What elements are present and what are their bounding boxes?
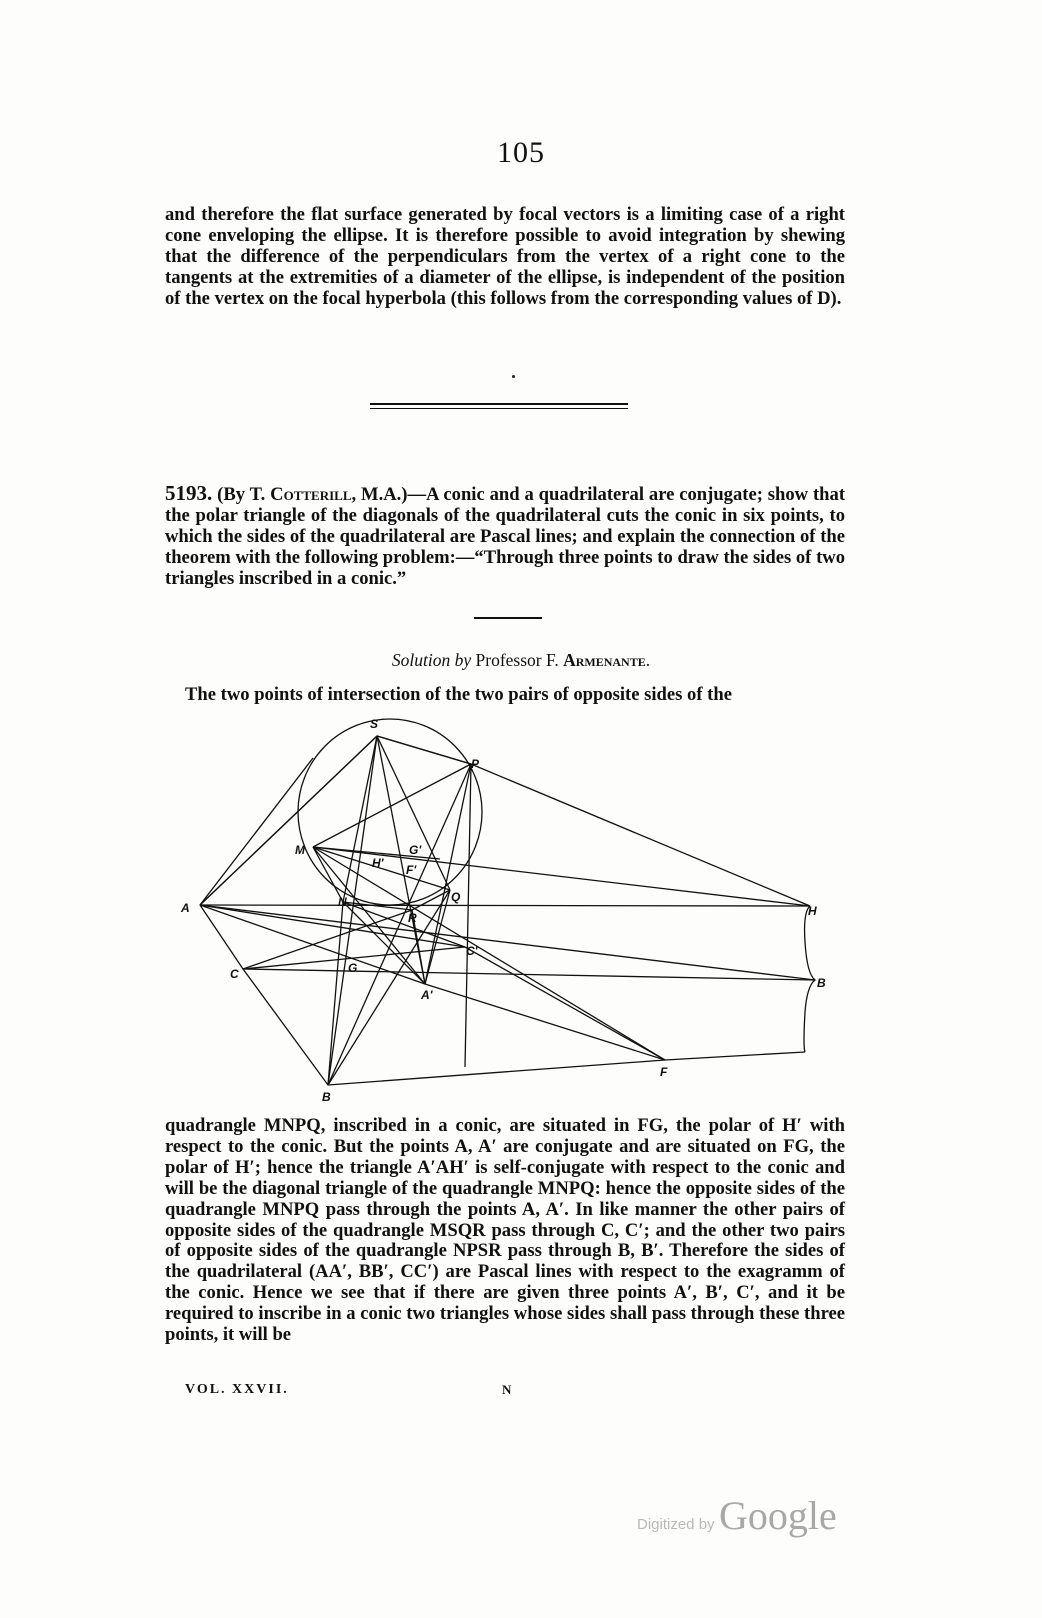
label-a-prime: A' [421, 988, 433, 1002]
label-c-prime: C' [466, 944, 478, 958]
question-text: —A conic and a quadrilateral are conjugate; show that the polar triangle of the diagonals of the quadrilateral cuts the conic in six points, to which the sides of the quadrilateral are Pascal lines; and explain the connection of the theorem with the following problem:—“Through three points to draw the sides of two triangles inscribed in a conic.” [165, 484, 846, 589]
question-number: 5193. [165, 481, 213, 505]
digitized-watermark [637, 1492, 837, 1539]
volume-footer: VOL. XXVII. [185, 1382, 289, 1397]
label-p: P [471, 757, 480, 771]
label-b: B [817, 976, 826, 990]
label-f-prime: F' [406, 863, 417, 877]
conic-circle [298, 719, 482, 905]
label-n: N [338, 895, 347, 909]
label-f: F [660, 1065, 668, 1079]
label-h: H [808, 904, 817, 918]
geometry-figure [175, 712, 845, 1112]
solution-prefix: Solution by [391, 650, 472, 670]
solution-suffix: . [645, 650, 651, 670]
solution-professor: Professor F. [475, 650, 564, 670]
question-author-open: (By T. [217, 484, 271, 505]
question-author-name: Cotterill [270, 484, 352, 505]
label-s: S [370, 717, 379, 731]
paragraph-continuation: and therefore the flat surface generated by focal vectors is a limiting case of a right cone enveloping the ellipse. It is therefore possible to avoid integration by shewing that the difference of the perpendiculars from the vertex of a right cone to the tangents at the extremities of a diameter of the ellipse, is independent of the position of the vertex on the focal hyperbola (this follows from the corresponding values of D). [165, 204, 845, 309]
label-q: Q [451, 890, 461, 904]
label-g-prime: G' [409, 843, 422, 857]
watermark-brand: Google [719, 1493, 837, 1538]
watermark-prefix: Digitized by [637, 1516, 715, 1533]
solution-heading [0, 650, 1042, 671]
paragraph-solution: quadrangle MNPQ, inscribed in a conic, are situated in FG, the polar of H′ with respect to the conic. But the points A, A′ are conjugate and are situated on FG, the polar of H′; hence the triangle A′AH′ is self-conjugate with respect to the conic and will be the diagonal triangle of the quadrangle MNPQ: hence the opposite sides of the quadrangle MNPQ pass through the points A, A′. In like manner the other pairs of opposite sides of the quadrangle MSQR pass through C, C′; and the other two pairs of opposite sides of the quadrangle NPSR pass through B, B′. Therefore the sides of the quadrilateral (AA′, BB′, CC′) are Pascal lines with respect to the exagramm of the conic. Hence we see that if there are given three points A′, B′, C′, and it be required to inscribe in a conic two triangles whose sides shall pass through these three points, it will be [165, 1115, 845, 1346]
outer-upper [200, 736, 810, 906]
label-b-lower: B [322, 1090, 331, 1104]
label-c: C [230, 967, 239, 981]
section-rule-top [370, 403, 628, 405]
question-author-close: , M.A.) [351, 484, 408, 505]
outer-lower [200, 905, 805, 1085]
stray-dot [512, 375, 515, 378]
label-m: M [295, 843, 305, 857]
label-r: R [408, 911, 417, 925]
figure-lines [200, 719, 815, 1085]
section-rule-bottom [370, 408, 628, 409]
label-h-prime: H' [372, 856, 384, 870]
question-5193 [165, 483, 845, 590]
figure-label-group [180, 717, 826, 1104]
solution-name: Armenante [563, 650, 646, 670]
intro-line: The two points of intersection of the two pairs of opposite sides of the [185, 684, 732, 705]
label-g: G [348, 961, 358, 975]
label-a: A [181, 901, 190, 915]
short-divider [474, 617, 542, 619]
signature-mark: N [502, 1382, 512, 1397]
page-number: 105 [497, 136, 545, 169]
